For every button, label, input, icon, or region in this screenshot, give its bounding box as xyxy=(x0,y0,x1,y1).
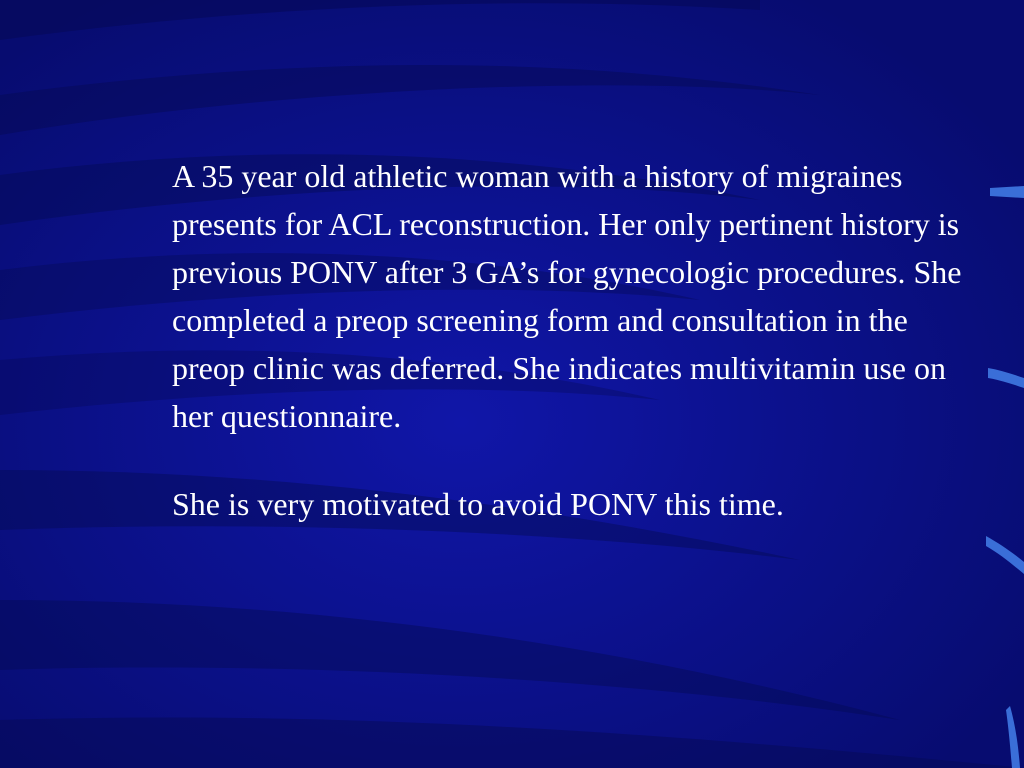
slide-body xyxy=(172,152,962,528)
case-description-paragraph: A 35 year old athletic woman with a history of migraines presents for ACL reconstruction. Her only pertinent history is previous PONV after 3 GA’s for gynecologic procedures. She completed a preop screening form and consultation in the preop clinic was deferred. She indicates multivitamin use on her questionnaire. xyxy=(172,158,962,434)
motivation-paragraph: She is very motivated to avoid PONV this time. xyxy=(172,486,784,522)
